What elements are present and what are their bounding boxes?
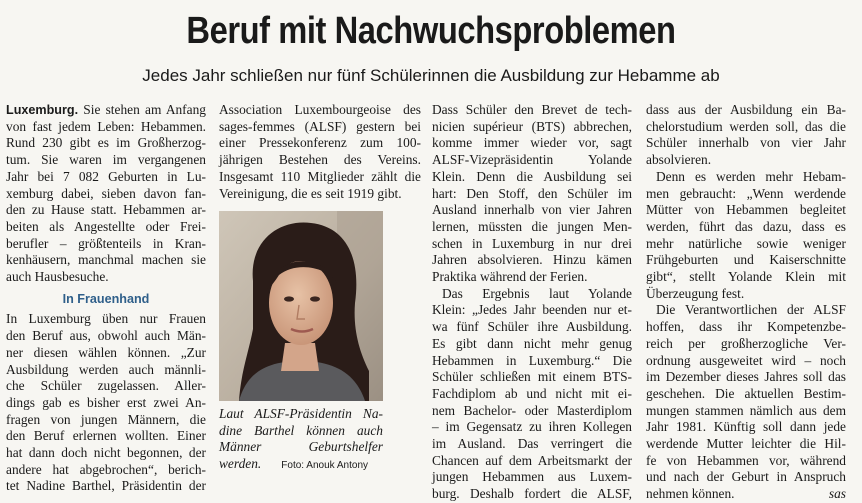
text-line: werden, führt das dazu, dass es [646, 218, 846, 234]
text-line: nicien supérieur (BTS) abbrechen, [432, 118, 632, 134]
text-line: ner diesen wählen können. „Zur [6, 344, 206, 360]
article-column-3 [432, 102, 632, 503]
text-line: chelorstudium werden soll, das die [646, 118, 846, 134]
text-line: In Luxemburg üben nur Frauen [6, 311, 206, 327]
text-line: den Beruf erlernen wollten. Einer [6, 428, 206, 444]
text-line: den zu Hause statt. Hebammen ar- [6, 202, 206, 218]
text-line: Ausbildung werden auch männli- [6, 361, 206, 377]
text-fragment: nehmen können. [646, 486, 735, 502]
text-line: wa fünf Schüler ihre Ausbildung. [432, 319, 632, 335]
text-line: Jahr bei 7 082 Geburten in Lu- [6, 168, 206, 184]
text-line: beiten als Angestellte oder Frei- [6, 218, 206, 234]
paragraph [432, 102, 632, 286]
text-line: tum. Sie waren im vergangenen [6, 152, 206, 168]
text-line: burg. Deshalb fordert die ALSF, [432, 486, 632, 502]
text-line: Schüler schließen mit einem BTS- [432, 369, 632, 385]
text-line: Jahr 1981. Künftig soll dann jede [646, 419, 846, 435]
article-column-2 [219, 102, 421, 202]
text-line: gibt“, stellt Yolande Klein mit [646, 269, 846, 285]
text-line: Das Ergebnis laut Yolande [442, 285, 632, 301]
text-line: im Dezember dieses Jahres soll das [646, 369, 846, 385]
text-line: Mütter von Hebammen begleitet [646, 202, 846, 218]
paragraph [6, 311, 206, 495]
text-line: und nach der Geburt in Anspruch [646, 469, 846, 485]
headline: Beruf mit Nachwuchsproblemen [186, 10, 676, 52]
text-line: Chancen auf dem Arbeitsmarkt der [432, 452, 632, 468]
text-line: berufler – größtenteils in Kran- [6, 235, 206, 251]
text-line: schen in Luxemburg in nur drei [432, 235, 632, 251]
caption-line [219, 456, 383, 475]
text-line: lernen, müssten die jungen Men- [432, 218, 632, 234]
text-line: Ausland innerhalb von vier Jahren [432, 202, 632, 218]
text-line: xemburg dabei, sieben davon fan- [6, 185, 206, 201]
text-line: sages-femmes (ALSF) gestern bei [219, 118, 421, 134]
text-line: geschehen. Die aktuellen Bestim- [646, 385, 846, 401]
text-line: tet Nadine Barthel, Präsidentin der [6, 478, 206, 494]
text-line: mungen stammen nämlich aus dem [646, 402, 846, 418]
text-line: – im Gegensatz zu ihren Kollegen [432, 419, 632, 435]
subheading: In Frauenhand [62, 291, 150, 306]
caption-line: dine Barthel können auch [219, 422, 383, 438]
text-line: einer Pressekonferenz zum 100- [219, 135, 421, 151]
text-line: reich per großherzogliche Ver- [646, 335, 846, 351]
text-line: dass aus der Ausbildung ein Ba- [646, 102, 846, 117]
text-line: hat dann doch nicht begonnen, der [6, 445, 206, 461]
text-line: Praktika während der Ferien. [432, 269, 588, 285]
text-line: absolvieren. [646, 152, 712, 168]
text-line: Es gibt dann nicht mehr genug [432, 335, 632, 351]
paragraph [219, 102, 421, 202]
text-line [646, 486, 846, 503]
text-line: Fachdiplom ab und nicht mit ei- [432, 385, 632, 401]
text-line: ordnung ausgeweitet wird – noch [646, 352, 846, 368]
text-line: andere hat abgebrochen“, berich- [6, 461, 206, 477]
article-column-4 [646, 102, 846, 503]
author-signature: sas [828, 486, 846, 502]
text-line: Association Luxembourgeoise des [219, 102, 421, 117]
text-line: Insgesamt 110 Mitglieder zählt die [219, 168, 421, 184]
text-line: Überzeugung fest. [646, 285, 745, 301]
paragraph [432, 286, 632, 503]
text-line: Klein: „Jedes Jahr beenden nur et- [432, 302, 632, 318]
text-line: Schüler innerhalb von vier Jahr [646, 135, 846, 151]
photo-credit: Foto: Anouk Antony [281, 460, 369, 472]
text-line: auch Hausbesuche. [6, 269, 109, 285]
text-line: den Beruf aus, obwohl auch Män- [6, 328, 206, 344]
photo-caption [219, 406, 383, 475]
text-line: komme immer wieder vor, sagt [432, 135, 632, 151]
text-line: Vereinigung, die es seit 1919 gibt. [219, 185, 402, 201]
subheadline: Jedes Jahr schließen nur fünf Schülerinnen die Ausbildung zur Hebamme ab [142, 66, 720, 85]
text-line: che Schüler zugelassen. Aller- [6, 378, 206, 394]
paragraph [646, 169, 846, 303]
text-line: ALSF-Vizepräsidentin Yolande [432, 152, 632, 168]
text-line: Frühgeburten und Kaiserschnitte [646, 252, 846, 268]
text-line: fe von Hebammen vor, während [646, 452, 846, 468]
text-line: mehr natürliche sowie weniger [646, 235, 846, 251]
text-line: Die Verantwortlichen der ALSF [656, 302, 846, 318]
text-line: werdende Mutter leichter die Hil- [646, 436, 846, 452]
text-line: Jahren absolvieren. Hinzu kämen [432, 252, 632, 268]
portrait-photo [219, 211, 383, 401]
text-line: Hebammen in Luxemburg.“ Die [432, 352, 632, 368]
paragraph-intro [6, 102, 206, 286]
text-line: dings gab es bisher erst zwei An- [6, 394, 206, 410]
text-line: Denn es werden mehr Hebam- [656, 168, 846, 184]
text-line: nem Bachelor- oder Masterdiplom [432, 402, 632, 418]
text-line [6, 102, 206, 119]
article-column-1 [6, 102, 206, 495]
paragraph [646, 102, 846, 169]
text-line: kenhäusern, manchmal machen sie [6, 252, 206, 268]
text-line: jährigen Bestehen des Vereins. [219, 152, 421, 168]
text-line: Rund 230 gibt es im Großherzog- [6, 135, 206, 151]
text-line: Dass Schüler den Brevet de tech- [432, 102, 632, 117]
paragraph [646, 302, 846, 502]
caption-fragment: werden. [219, 456, 262, 472]
text-line: von fast jedem Leben: Hebammen. [6, 118, 206, 134]
text-line: hart: Den Stoff, den Schüler im [432, 185, 632, 201]
caption-line: Männer Geburtshelfer [219, 439, 383, 455]
caption-line: Laut ALSF-Präsidentin Na- [219, 406, 383, 421]
text-line: Klein. Denn die Ausbildung sei [432, 168, 632, 184]
portrait-image [219, 211, 383, 401]
dateline: Luxemburg. [6, 103, 79, 117]
text-line: im Ausland. Das verringert die [432, 436, 632, 452]
text-line: jungen Hebammen aus Luxem- [432, 469, 632, 485]
text-line: fragen von jungen Männern, die [6, 411, 206, 427]
text-line: hoffen, dass ihr Kompetenzbe- [646, 319, 846, 335]
text-line: men gebraucht: „Wenn werdende [646, 185, 846, 201]
text-fragment: Sie stehen am Anfang [83, 102, 206, 117]
